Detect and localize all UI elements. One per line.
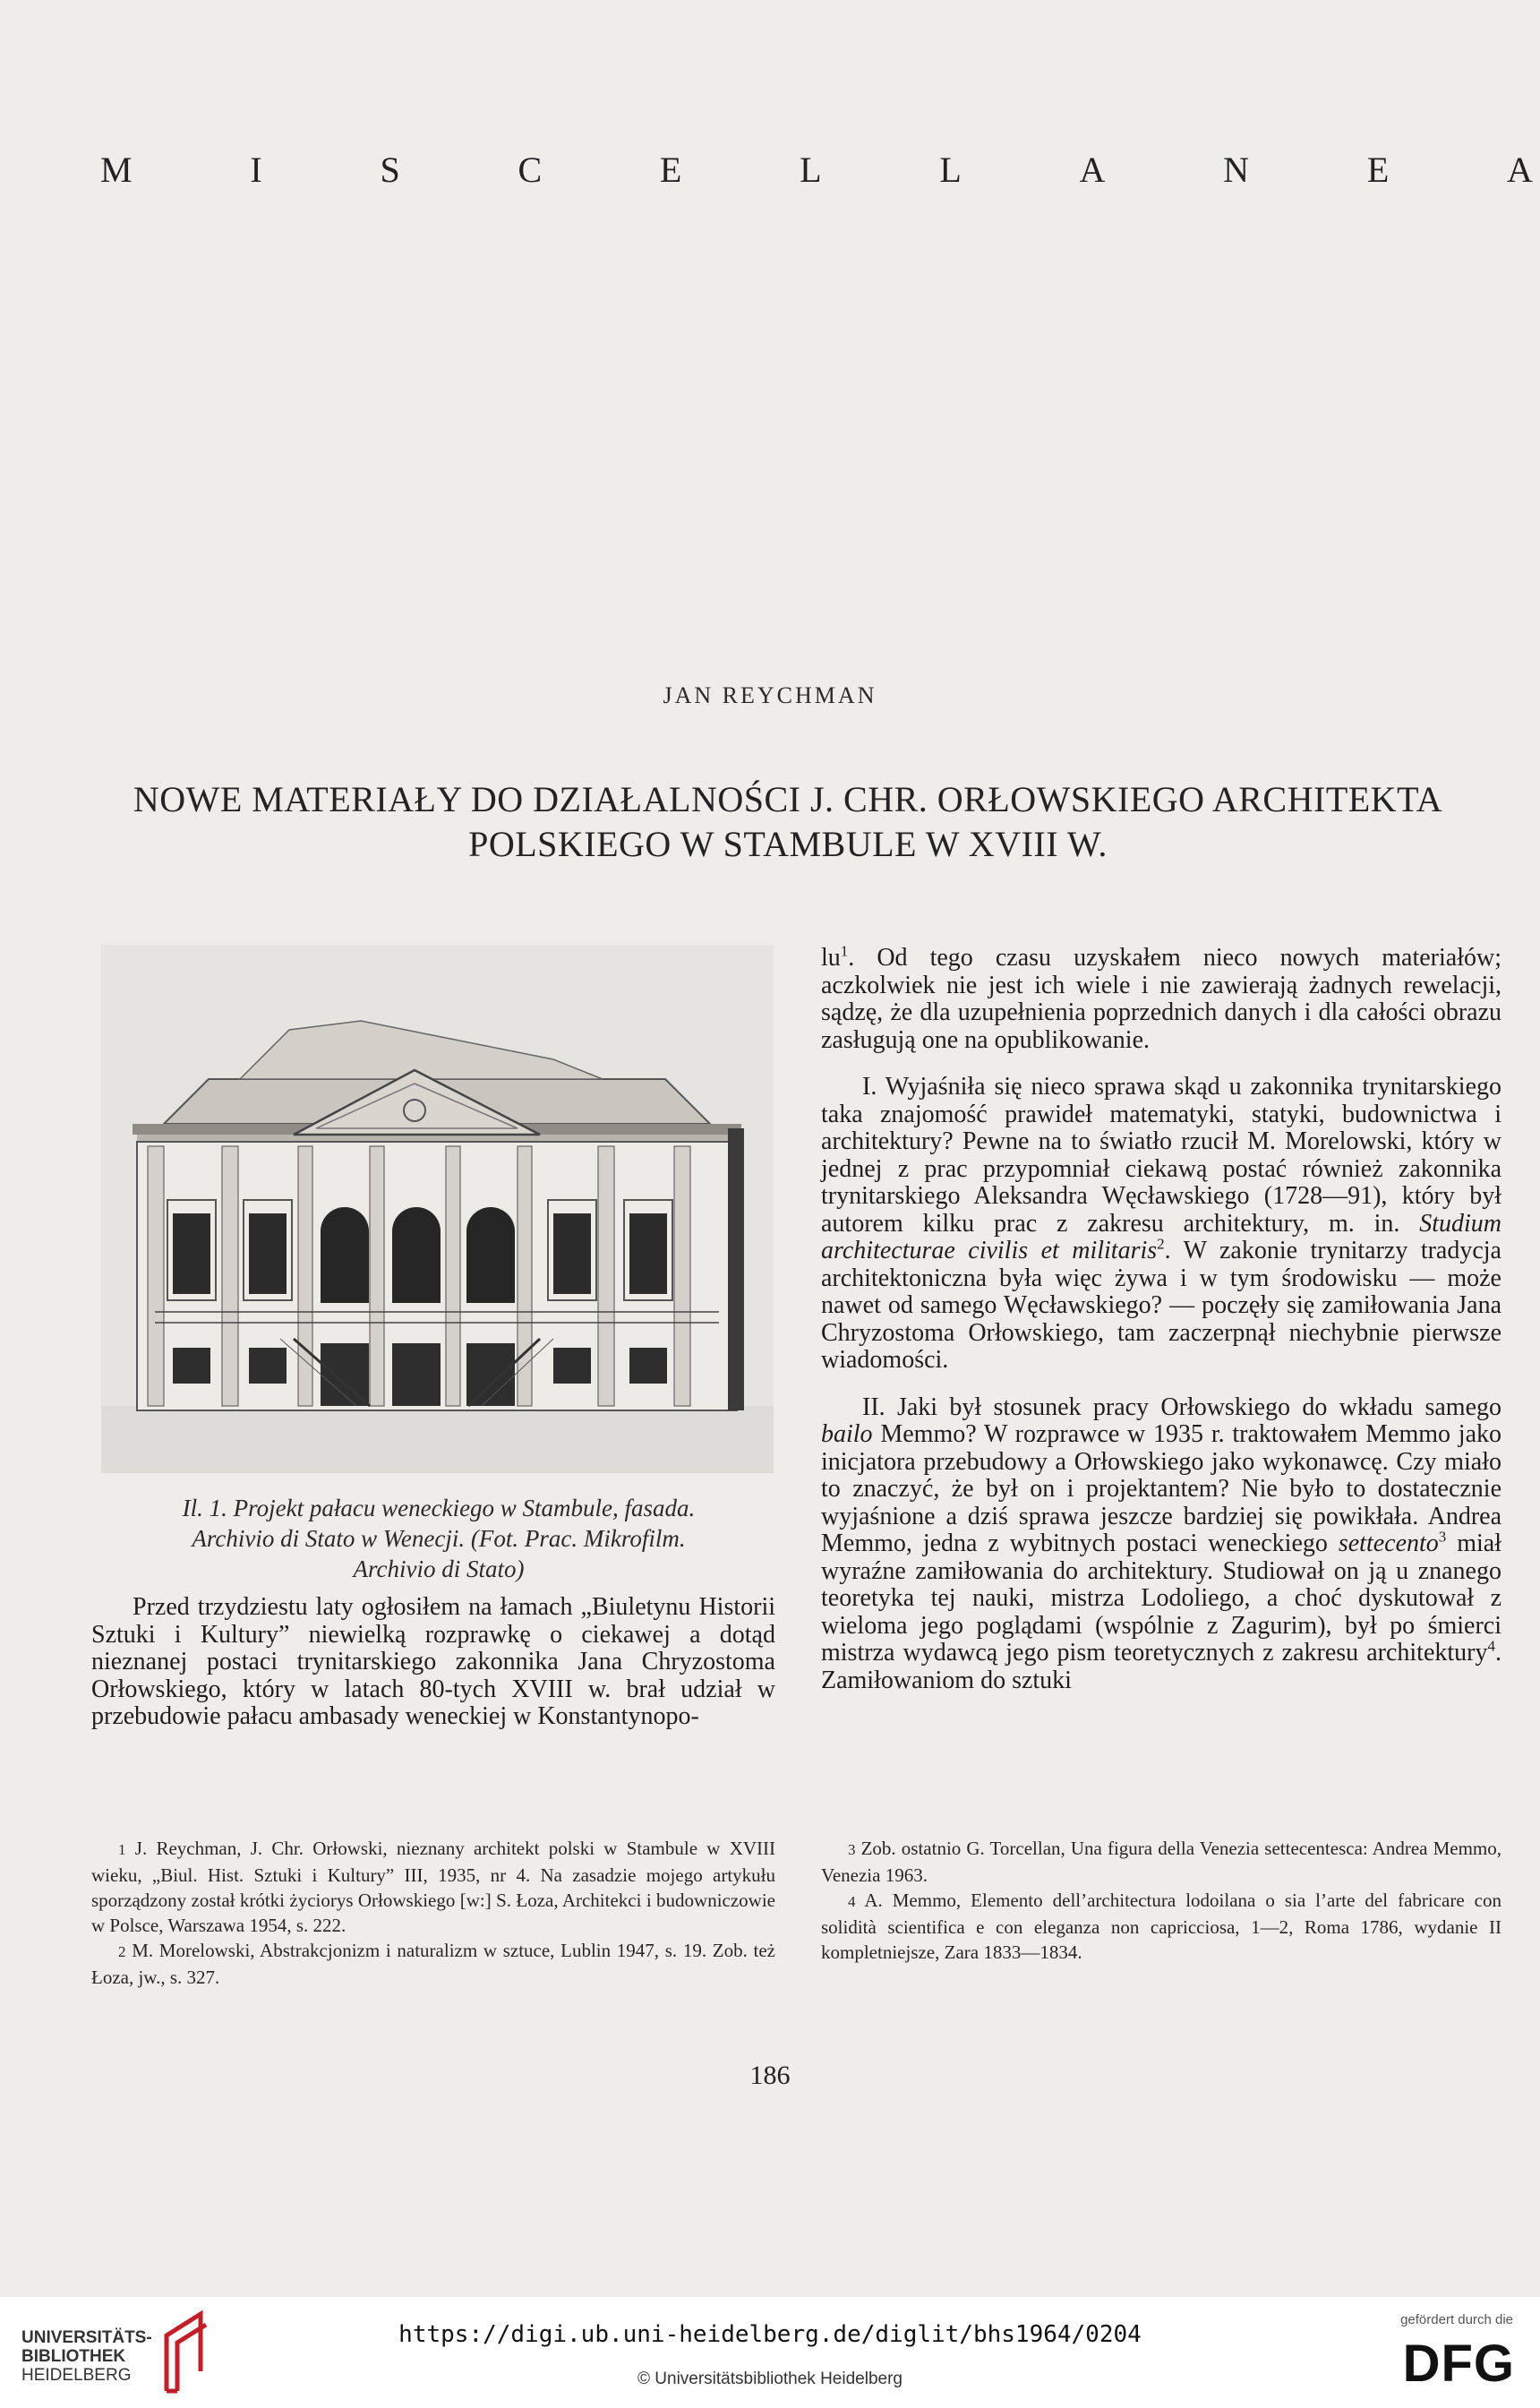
footer-bar	[0, 2297, 1540, 2408]
text-run: miał wyraźne zamiłowania do architektury. Studiował on ją u znanego teoretyka tej nauki, mistrza Lodoliego, a choć dyskutował z wieloma jego poglądami (wspólnie z Zagurim), był po śmierci mistrza wydawcą jego pism teoretycznych z zakresu architektury	[821, 1530, 1502, 1667]
footnotes-right	[821, 1836, 1502, 1965]
palace-facade-figure	[101, 945, 774, 1473]
footnotes-left	[91, 1836, 775, 1990]
funding-note: gefördert durch die	[1400, 2312, 1513, 2327]
running-head-letter: C	[518, 150, 543, 190]
caption-line: Archivio di Stato w Wenecji. (Fot. Prac. Mikrofilm.	[192, 1525, 686, 1552]
text-run: lu	[821, 944, 841, 972]
footnote-ref: 2	[1157, 1235, 1165, 1253]
footnote-text: M. Morelowski, Abstrakcjonizm i naturalizm w sztuce, Lublin 1947, s. 19. Zob. też Łoza, jw., s. 327.	[91, 1940, 776, 1988]
running-head-letter: L	[939, 150, 962, 190]
text-run: Memmo? W rozprawce w 1935 r. traktowałem Memmo jako inicjatora przebudowy a Orłowskiego jako wykonawcę. Czy miało to znaczyć, że był on i projektantem? Nie było to dostatecznie wyjaśnione a dziś sprawa jeszcze bardziej się powikłała. Andrea Memmo, jedna z wybitnych postaci weneckiego	[821, 1420, 1502, 1557]
article-title-line: NOWE MATERIAŁY DO DZIAŁALNOŚCI J. CHR. ORŁOWSKIEGO ARCHITEKTA	[133, 779, 1443, 819]
footnote-text: A. Memmo, Elemento dell’architectura lodoilana o sia l’arte del fabricare con solidità scientifica e con eleganza non capricciosa, 1—2, Roma 1786, wydanie II kompletniejsze, Zara 1833—1834.	[821, 1890, 1502, 1963]
caption-line: Il. 1. Projekt pałacu weneckiego w Stambule, fasada.	[182, 1495, 696, 1521]
running-head-letter: S	[380, 150, 400, 190]
footnote-ref: 1	[840, 942, 849, 960]
library-name-line: BIBLIOTHEK	[21, 2347, 126, 2366]
library-name-line: UNIVERSITÄTS-	[21, 2328, 152, 2347]
palace-facade-drawing-icon	[101, 945, 774, 1473]
dfg-logo: DFG	[1402, 2335, 1515, 2393]
footnote	[821, 1836, 1502, 1888]
running-head-letter: L	[800, 150, 822, 190]
running-head-letter: E	[659, 150, 682, 190]
text-run: I. Wyjaśniła się nieco sprawa skąd u zakonnika trynitarskiego taka znajomość prawideł matematyki, statyki, budownictwa i architektury? Pewne na to światło rzucił M. Morelowski, który w jednej z prac przypomniał ciekawą postać również zakonnika trynitarskiego Aleksandra Węcławskiego (1728—91), który był autorem kilku prac z zakresu architektury, m. in.	[821, 1073, 1502, 1238]
body-paragraph	[821, 1074, 1502, 1375]
body-paragraph	[821, 942, 1502, 1054]
footnote-ref: 3	[1438, 1528, 1447, 1546]
article-title-line: POLSKIEGO W STAMBULE W XVIII W.	[468, 824, 1108, 864]
text-run: . W zakonie trynitarzy tradycja architektoniczna była więc żywa i w tym środowisku — może nawet od samego Węcławskiego? — poczęły się zamiłowania Jana Chryzostoma Orłowskiego, tam zaczerpnął niechybnie pierwsze wiadomości.	[821, 1237, 1502, 1374]
right-column	[821, 942, 1502, 1714]
footnote	[821, 1888, 1502, 1965]
copyright-notice: © Universitätsbibliothek Heidelberg	[637, 2369, 903, 2388]
article-title	[72, 777, 1504, 867]
italic-word: bailo	[821, 1420, 873, 1448]
footnote-text: J. Reychman, J. Chr. Orłowski, nieznany architekt polski w Stambule w XVIII wieku, „Biul. Hist. Sztuki i Kultury” III, 1935, nr 4. Na zasadzie mojego artykułu sporządzony został krótki życiorys Orłowskiego [w:] S. Łoza, Architekci i budowniczowie w Polsce, Warszawa 1954, s. 222.	[91, 1838, 776, 1936]
document-url-link[interactable]: https://digi.ub.uni-heidelberg.de/diglit/bhs1964/0204	[398, 2321, 1142, 2348]
footnote-number: 3	[848, 1841, 856, 1858]
running-head	[100, 149, 1533, 202]
footnote-number: 2	[118, 1943, 126, 1960]
body-paragraph-intro: Przed trzydziestu laty ogłosiłem na łamach „Biuletynu Historii Sztuki i Kultury” niewielką rozprawkę o ciekawej a dotąd nieznanej postaci trynitarskiego zakonnika Jana Chryzostoma Orłowskiego, który w latach 80-tych XVIII w. brał udział w przebudowie pałacu ambasady weneckiej w Konstantynopo-	[91, 1593, 775, 1730]
text-run: II. Jaki był stosunek pracy Orłowskiego do wkładu samego	[862, 1393, 1502, 1421]
article-author: JAN REYCHMAN	[663, 682, 877, 708]
running-head-letter: N	[1223, 150, 1250, 190]
text-run: . Zamiłowaniom do sztuki	[821, 1639, 1502, 1694]
text-run: . Od tego czasu uzyskałem nieco nowych materiałów; aczkolwiek nie jest ich wiele i nie zawierają żadnych rewelacji, sądzę, że dla uzupełnienia poprzednich danych i dla całości obrazu zasługują one na opublikowanie.	[821, 944, 1502, 1054]
caption-line: Archivio di Stato)	[353, 1555, 525, 1582]
italic-title: Studium architecturae civilis et militaris	[821, 1209, 1502, 1264]
footnote-text: Zob. ostatnio G. Torcellan, Una figura della Venezia settecentesca: Andrea Memmo, Venezia 1963.	[821, 1838, 1502, 1886]
running-head-letter: A	[1507, 150, 1533, 190]
footnote-number: 4	[848, 1893, 856, 1910]
figure-caption	[90, 1493, 788, 1584]
running-head-letter: M	[100, 150, 133, 190]
italic-word: settecento	[1338, 1530, 1439, 1557]
library-name-line: HEIDELBERG	[21, 2366, 132, 2385]
running-head-letter: A	[1079, 150, 1106, 190]
footnote-number: 1	[118, 1841, 126, 1858]
running-head-letter: I	[250, 150, 262, 190]
footnote	[91, 1938, 775, 1990]
body-paragraph	[821, 1394, 1502, 1695]
footnote-ref: 4	[1487, 1637, 1495, 1655]
footnote	[91, 1836, 775, 1938]
page-number: 186	[749, 2061, 791, 2090]
running-head-letter: E	[1366, 150, 1390, 190]
